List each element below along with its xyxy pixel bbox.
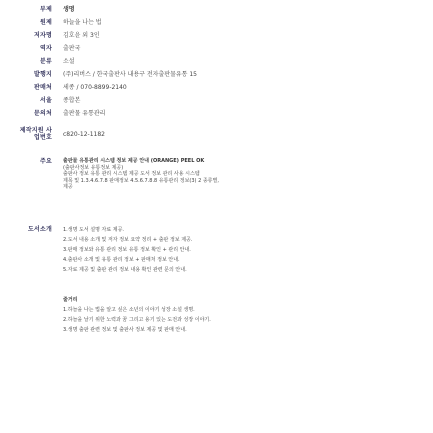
- description-label: 도서소개: [28, 226, 52, 233]
- field-value: (주)리버스 / 한국출판사 내용구 전자출판물유통 15: [63, 71, 197, 78]
- field-value: 세종 / 070-8899-2140: [63, 84, 127, 91]
- field-value: 소설: [63, 58, 75, 65]
- field-value: 생명: [63, 6, 75, 13]
- summary-title: 줄거리: [63, 297, 78, 303]
- field-label: 부제: [40, 6, 52, 13]
- field-value: 하늘을 나는 법: [63, 19, 102, 26]
- notice-label: 주요: [40, 158, 52, 165]
- document-page: 부제 생명 원제 하늘을 나는 법 저자명 김호윤 외 3인 역자 출판국 분류 소설 발행지 (주)리버스 / 한국출판사 내용구 전자출판물유통 15 판매처 세종 / 070-8899-2140 서울 종합본 문의처 출판물 유통관리 제작지원 사업번호 c820-12-1182 주요 출판물 유통관리 시스템 정보 제공 안내 (ORANGE) PEEL OK (출판사정보 유통정보 제공) 출판사 정보 유통 관리 시스템 제공 도서 정보 관리 사용 시스템 제목 및 1.3.4.6.7.8 판매정보 4.5.6.7.8.8 유통관리 정보(3) 2 종류별, 제공 도서소개 1.생명 도서 설명 자료 제공. 2.도서 내용 소개 및 저자 정보 요약 정리 + 출판 정보 제공. 3.판매 정보와 유통 관리 정보 유통 정보 확인 + 관리 안내. 4.출판사 소개 및 유통 관리 정보 + 판매처 정보 안내. 5.자료 제공 및 출판 관리 정보 내용 확인 관련 문의 안내. 줄거리 1.하늘을 나는 법을 알고 싶은 소년의 이야기 성장 소설 생명. 2.하늘을 날기 위한 노력과 꿈 그리고 용기 있는 도전과 성장 이야기. 3.생명 출판 관련 정보 및 출판사 정보 제공 및 판매 안내.: [0, 0, 433, 433]
- field-label: 문의처: [34, 110, 52, 117]
- field-value: 출판국: [63, 45, 81, 52]
- field-label: 원제: [40, 19, 52, 26]
- field-label: 분류: [40, 58, 52, 65]
- field-label: 역자: [40, 45, 52, 52]
- field-value: 출판물 유통관리: [63, 110, 106, 117]
- field-label: 제작지원 사업번호: [19, 127, 52, 141]
- field-label: 저자명: [34, 32, 52, 39]
- field-value: 김호윤 외 3인: [63, 32, 100, 39]
- field-label: 발행지: [34, 71, 52, 78]
- field-value: 종합본: [63, 97, 81, 104]
- field-value: c820-12-1182: [63, 131, 105, 138]
- field-label: 서울: [40, 97, 52, 104]
- field-label: 판매처: [34, 84, 52, 91]
